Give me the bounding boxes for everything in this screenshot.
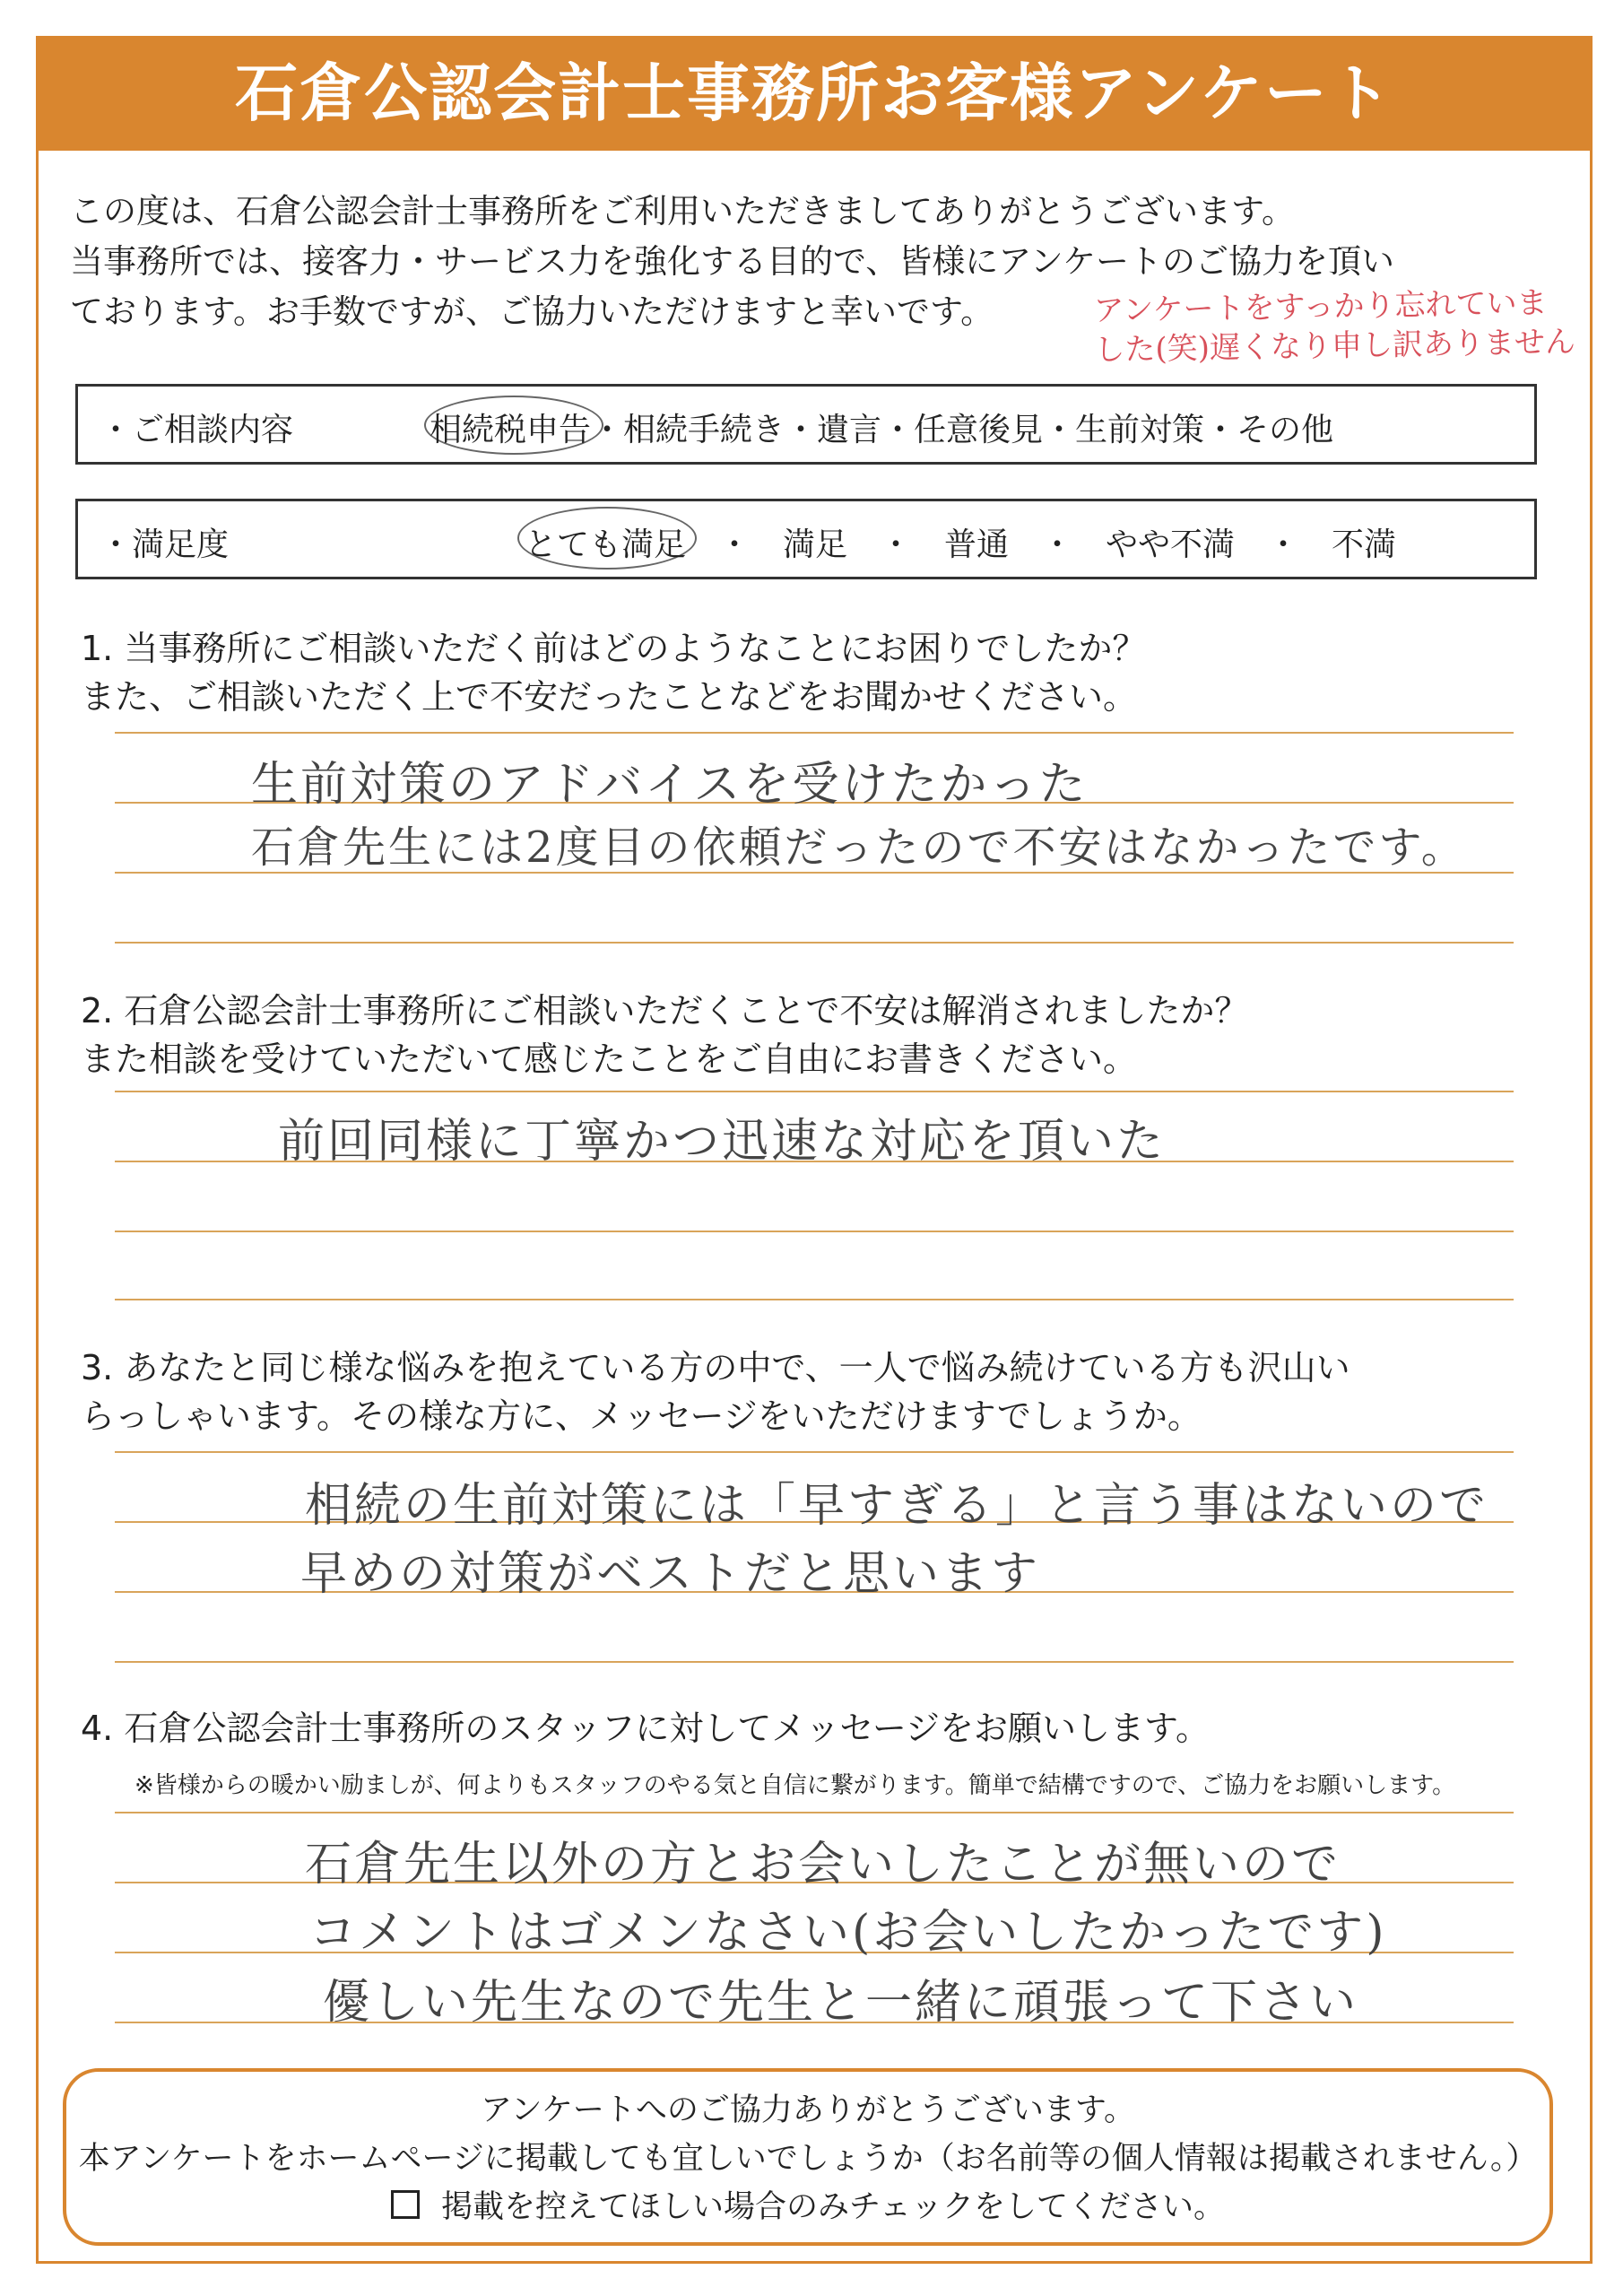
footer-box — [63, 2068, 1553, 2246]
question-2 — [81, 987, 1248, 1083]
answer-line: 前回同様に丁寧かつ迅速な対応を頂いた — [278, 1115, 1167, 1169]
handwritten-apology-line: アンケートをすっかり忘れていま — [1093, 284, 1548, 329]
satisfaction-box — [75, 499, 1537, 579]
answer-rule — [115, 1299, 1514, 1300]
question-text: 2. 石倉公認会計士事務所にご相談いただくことで不安は解消されましたか？ — [81, 991, 1249, 1031]
handwritten-apology-line: した(笑)遅くなり申し訳ありません — [1094, 324, 1576, 369]
question-text: 3. あなたと同じ様な悩みを抱えている方の中で、一人で悩み続けている方も沢山い — [81, 1348, 1350, 1387]
question-text: また相談を受けていただいて感じたことをご自由にお書きください。 — [81, 1039, 1138, 1079]
answer-rule — [115, 1661, 1514, 1663]
consultation-label: ・ご相談内容 — [100, 412, 294, 448]
answer-line: 相続の生前対策には「早すぎる」と言う事はないので — [305, 1479, 1489, 1533]
intro-line: ております。お手数ですが、ご協力いただけますと幸いです。 — [70, 292, 994, 331]
answer-rule — [115, 1231, 1514, 1232]
answer-line: コメントはゴメンなさい(お会いしたかったです) — [309, 1906, 1387, 1960]
answer-rule — [115, 732, 1514, 734]
question-text: らっしゃいます。その様な方に、メッセージをいただけますでしょうか。 — [81, 1396, 1202, 1436]
intro-line: この度は、石倉公認会計士事務所をご利用いただきましてありがとうございます。 — [70, 192, 1296, 230]
question-1 — [81, 624, 1146, 721]
survey-title: 石倉公認会計士事務所お客様アンケート — [235, 57, 1393, 130]
question-4 — [81, 1704, 1210, 1752]
answer-line: 優しい先生なので先生と一緒に頑張って下さい — [323, 1976, 1359, 2030]
consultation-options[interactable]: 相続税申告・相続手続き・遺言・任意後見・生前対策・その他 — [430, 412, 1334, 448]
consultation-box — [75, 384, 1537, 465]
survey-header — [36, 36, 1593, 151]
question-text: 1. 当事務所にご相談いただく前はどのようなことにお困りでしたか？ — [81, 629, 1147, 668]
footer-checkbox-row — [66, 2183, 1549, 2231]
question-text: また、ご相談いただく上で不安だったことなどをお聞かせください。 — [81, 677, 1138, 717]
answer-rule — [115, 1812, 1514, 1813]
satisfaction-options[interactable]: とても満足 ・ 満足 ・ 普通 ・ やや不満 ・ 不満 — [525, 526, 1397, 563]
answer-rule — [115, 942, 1514, 944]
question-text: 4. 石倉公認会計士事務所のスタッフに対してメッセージをお願いします。 — [81, 1709, 1211, 1748]
intro-line: 当事務所では、接客力・サービス力を強化する目的で、皆様にアンケートのご協力を頂い — [70, 242, 1395, 281]
satisfaction-label: ・満足度 — [100, 526, 230, 563]
question-3 — [81, 1344, 1350, 1440]
answer-line: 生前対策のアドバイスを受けたかった — [251, 758, 1089, 812]
opt-out-checkbox[interactable] — [391, 2190, 420, 2219]
answer-line: 石倉先生以外の方とお会いしたことが無いので — [305, 1838, 1341, 1892]
answer-rule — [115, 1451, 1514, 1453]
answer-line: 早めの対策がベストだと思います — [300, 1547, 1041, 1601]
answer-line: 石倉先生には2度目の依頼だったので不安はなかったです。 — [251, 822, 1467, 873]
answer-rule — [115, 1091, 1514, 1092]
checkbox-label: 掲載を控えてほしい場合のみチェックをしてください。 — [441, 2189, 1225, 2225]
footer-permission: 本アンケートをホームページに掲載しても宜しいでしょうか（お名前等の個人情報は掲載されません。） — [78, 2141, 1538, 2177]
handwritten-apology — [1093, 283, 1575, 370]
question-4-note: ※皆様からの暖かい励ましが、何よりもスタッフのやる気と自信に繋がります。簡単で結構ですので、ご協力をお願いします。 — [135, 1772, 1456, 1799]
footer-thanks: アンケートへのご協力ありがとうございます。 — [480, 2092, 1136, 2128]
